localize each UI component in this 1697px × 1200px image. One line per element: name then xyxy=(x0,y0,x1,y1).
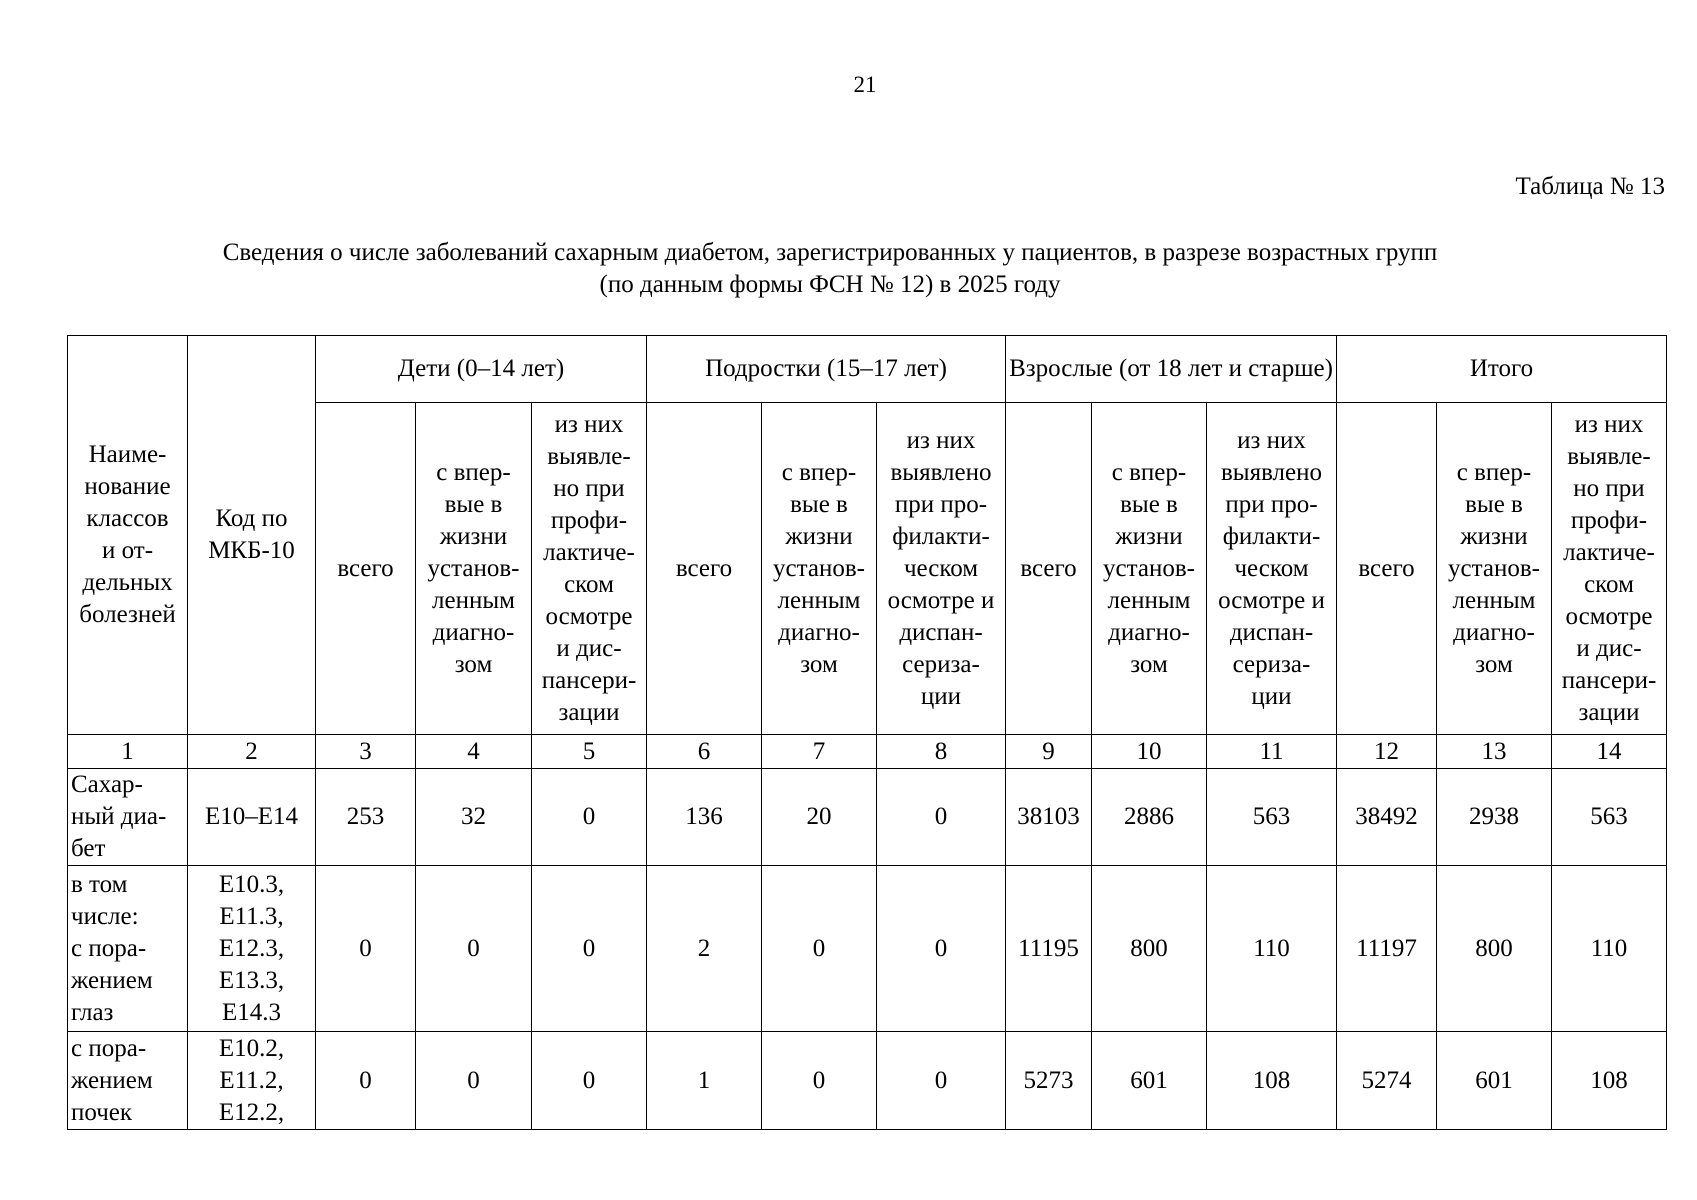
table-cell: 11195 xyxy=(1006,866,1092,1032)
row-code: E10–E14 xyxy=(188,769,316,866)
table-cell: 601 xyxy=(1437,1032,1552,1130)
column-number: 14 xyxy=(1552,735,1667,769)
group-header-row xyxy=(68,336,1667,403)
column-number-row xyxy=(68,735,1667,769)
subheader-total: всего xyxy=(647,403,762,735)
diabetes-statistics-table xyxy=(67,335,1667,1130)
group-header-adults: Взрослые (от 18 лет и старше) xyxy=(1006,336,1337,403)
column-number: 2 xyxy=(188,735,316,769)
table-cell: 0 xyxy=(877,769,1006,866)
table-cell: 0 xyxy=(532,769,647,866)
column-number: 11 xyxy=(1207,735,1337,769)
table-cell: 38103 xyxy=(1006,769,1092,866)
row-name: Сахар- ный диа- бет xyxy=(68,769,188,866)
group-header-children: Дети (0–14 лет) xyxy=(316,336,647,403)
group-header-total: Итого xyxy=(1337,336,1667,403)
table-cell: 2886 xyxy=(1092,769,1207,866)
page-number: 21 xyxy=(853,72,877,97)
table-cell: 800 xyxy=(1092,866,1207,1032)
subheader-preventive-exam: из них выявлено при про- филакти- ческом осмотре и диспан- сериза- ции xyxy=(877,403,1006,735)
column-number: 1 xyxy=(68,735,188,769)
group-header-teens: Подростки (15–17 лет) xyxy=(647,336,1006,403)
column-number: 13 xyxy=(1437,735,1552,769)
column-number: 8 xyxy=(877,735,1006,769)
table-cell: 0 xyxy=(532,1032,647,1130)
table-row-diabetes xyxy=(68,769,1667,866)
subheader-preventive-exam: из них выявле- но при профи- лактиче- ском осмотре и дис- пансери- зации xyxy=(532,403,647,735)
row-code: E10.2, E11.2, E12.2, xyxy=(188,1032,316,1130)
table-cell: 20 xyxy=(762,769,877,866)
table-cell: 0 xyxy=(762,866,877,1032)
column-number: 3 xyxy=(316,735,416,769)
table-row-eye-damage xyxy=(68,866,1667,1032)
table-cell: 110 xyxy=(1207,866,1337,1032)
row-code: E10.3, E11.3, E12.3, E13.3, E14.3 xyxy=(188,866,316,1032)
table-cell: 108 xyxy=(1552,1032,1667,1130)
table-cell: 601 xyxy=(1092,1032,1207,1130)
table-cell: 2938 xyxy=(1437,769,1552,866)
column-number: 7 xyxy=(762,735,877,769)
table-cell: 32 xyxy=(416,769,532,866)
subheader-first-diagnosis: с впер- вые в жизни установ- ленным диагно- зом xyxy=(416,403,532,735)
title-line-1: Сведения о числе заболеваний сахарным диабетом, зарегистрированных у пациентов, в разрезе возрастных групп xyxy=(222,239,1438,266)
table-cell: 38492 xyxy=(1337,769,1437,866)
column-number: 10 xyxy=(1092,735,1207,769)
table-cell: 0 xyxy=(316,1032,416,1130)
subheader-total: всего xyxy=(1337,403,1437,735)
header-code-column: Код по МКБ-10 xyxy=(188,336,316,735)
title-line-2: (по данным формы ФСН № 12) в 2025 году xyxy=(599,271,1061,298)
table-cell: 110 xyxy=(1552,866,1667,1032)
table-cell: 563 xyxy=(1552,769,1667,866)
table-cell: 563 xyxy=(1207,769,1337,866)
column-number: 5 xyxy=(532,735,647,769)
table-cell: 0 xyxy=(762,1032,877,1130)
table-cell: 11197 xyxy=(1337,866,1437,1032)
table-cell: 0 xyxy=(532,866,647,1032)
table-cell: 0 xyxy=(877,1032,1006,1130)
table-cell: 0 xyxy=(316,866,416,1032)
row-name: с пора- жением почек xyxy=(68,1032,188,1130)
table-cell: 136 xyxy=(647,769,762,866)
document-title xyxy=(60,237,1600,301)
table-label: Таблица № 13 xyxy=(1515,173,1665,200)
table-cell: 0 xyxy=(416,1032,532,1130)
table-cell: 5273 xyxy=(1006,1032,1092,1130)
subheader-total: всего xyxy=(316,403,416,735)
table-cell: 0 xyxy=(416,866,532,1032)
table-cell: 253 xyxy=(316,769,416,866)
header-name-column: Наиме- нование классов и от- дельных болезней xyxy=(68,336,188,735)
table-cell: 0 xyxy=(877,866,1006,1032)
table-row-kidney-damage xyxy=(68,1032,1667,1130)
table-cell: 1 xyxy=(647,1032,762,1130)
column-number: 4 xyxy=(416,735,532,769)
table-cell: 800 xyxy=(1437,866,1552,1032)
row-name: в том числе: с пора- жением глаз xyxy=(68,866,188,1032)
table-cell: 2 xyxy=(647,866,762,1032)
subheader-preventive-exam: из них выявле- но при профи- лактиче- ском осмотре и дис- пансери- зации xyxy=(1552,403,1667,735)
table-cell: 5274 xyxy=(1337,1032,1437,1130)
column-number: 12 xyxy=(1337,735,1437,769)
subheader-preventive-exam: из них выявлено при про- филакти- ческом осмотре и диспан- сериза- ции xyxy=(1207,403,1337,735)
table-cell: 108 xyxy=(1207,1032,1337,1130)
subheader-first-diagnosis: с впер- вые в жизни установ- ленным диагно- зом xyxy=(762,403,877,735)
column-number: 6 xyxy=(647,735,762,769)
subheader-first-diagnosis: с впер- вые в жизни установ- ленным диагно- зом xyxy=(1092,403,1207,735)
subheader-total: всего xyxy=(1006,403,1092,735)
column-number: 9 xyxy=(1006,735,1092,769)
subheader-first-diagnosis: с впер- вые в жизни установ- ленным диагно- зом xyxy=(1437,403,1552,735)
